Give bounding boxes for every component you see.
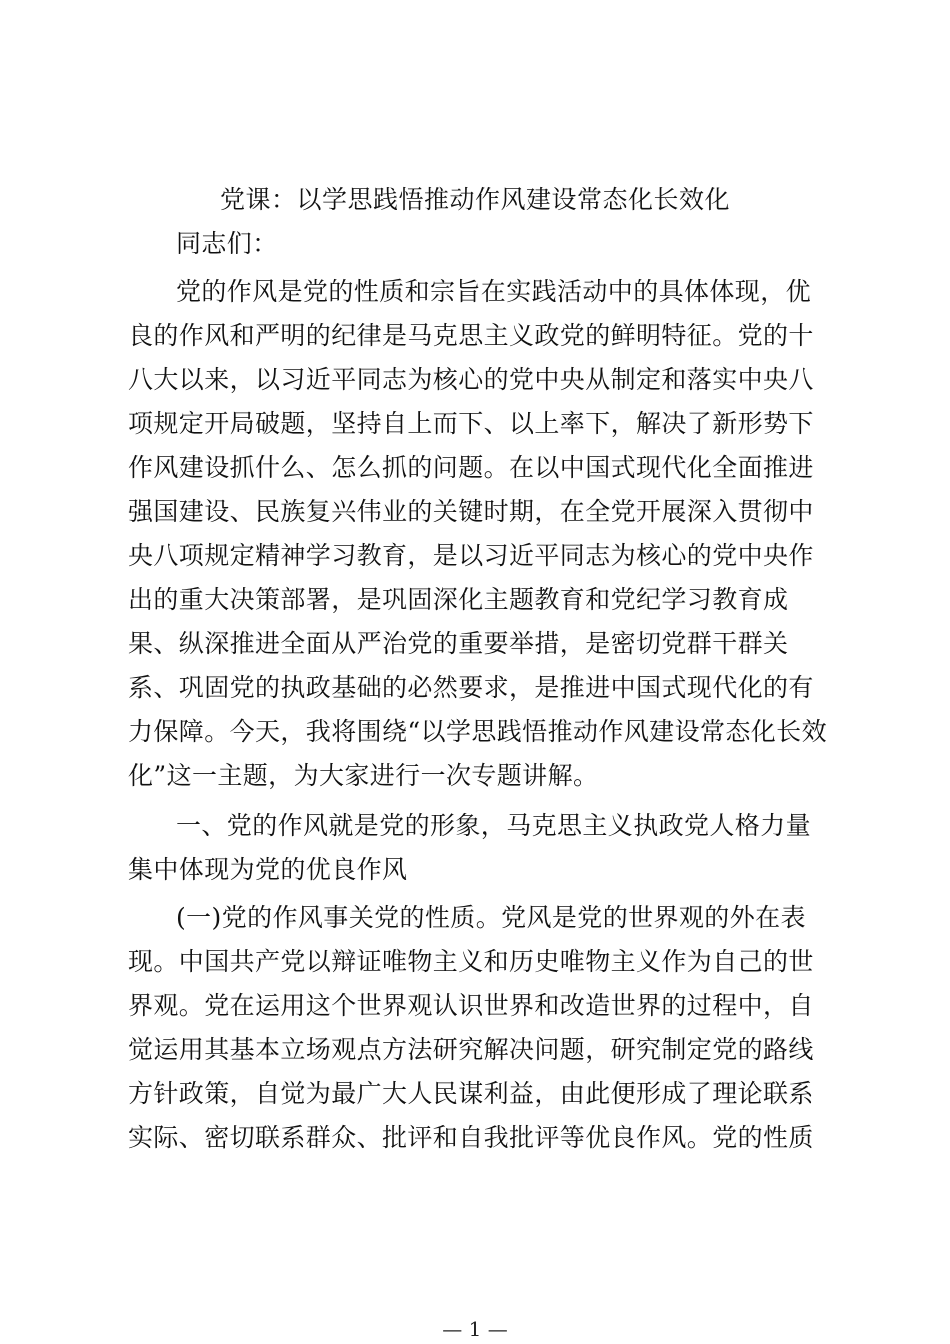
paragraph-line: 力保障。今天，我将围绕“以学思践悟推动作风建设常态化长效 <box>128 717 827 746</box>
paragraph-line: 党的作风是党的性质和宗旨在实践活动中的具体体现，优 <box>176 277 812 306</box>
paragraph-line: 觉运用其基本立场观点方法研究解决问题，研究制定党的路线 <box>128 1035 814 1064</box>
paragraph-line: 实际、密切联系群众、批评和自我批评等优良作风。党的性质 <box>128 1123 814 1152</box>
paragraph-line: 化”这一主题，为大家进行一次专题讲解。 <box>128 761 599 790</box>
paragraph-line: 央八项规定精神学习教育，是以习近平同志为核心的党中央作 <box>128 541 814 570</box>
paragraph-line: 项规定开局破题，坚持自上而下、以上率下，解决了新形势下 <box>128 409 814 438</box>
paragraph-line: (一)党的作风事关党的性质。党风是党的世界观的外在表 <box>176 903 806 932</box>
paragraph-line: 出的重大决策部署，是巩固深化主题教育和党纪学习教育成 <box>128 585 789 614</box>
paragraph-line: 界观。党在运用这个世界观认识世界和改造世界的过程中，自 <box>128 991 814 1020</box>
paragraph-line: 现。中国共产党以辩证唯物主义和历史唯物主义作为自己的世 <box>128 947 814 976</box>
paragraph-line: 八大以来，以习近平同志为核心的党中央从制定和落实中央八 <box>128 365 814 394</box>
page-number: — 1 — <box>442 1317 508 1341</box>
paragraph-line: 果、纵深推进全面从严治党的重要举措，是密切党群干群关 <box>128 629 789 658</box>
section-heading-line: 一、党的作风就是党的形象，马克思主义执政党人格力量 <box>176 811 812 840</box>
paragraph-line: 系、巩固党的执政基础的必然要求，是推进中国式现代化的有 <box>128 673 814 702</box>
paragraph-line: 良的作风和严明的纪律是马克思主义政党的鲜明特征。党的十 <box>128 321 814 350</box>
paragraph-line: 方针政策，自觉为最广大人民谋利益，由此便形成了理论联系 <box>128 1079 814 1108</box>
paragraph-line: 作风建设抓什么、怎么抓的问题。在以中国式现代化全面推进 <box>128 453 814 482</box>
paragraph-line: 强国建设、民族复兴伟业的关键时期，在全党开展深入贯彻中 <box>128 497 814 526</box>
salutation-line: 同志们： <box>176 229 278 258</box>
section-heading-line: 集中体现为党的优良作风 <box>128 855 408 884</box>
document-title: 党课：以学思践悟推动作风建设常态化长效化 <box>219 185 730 214</box>
